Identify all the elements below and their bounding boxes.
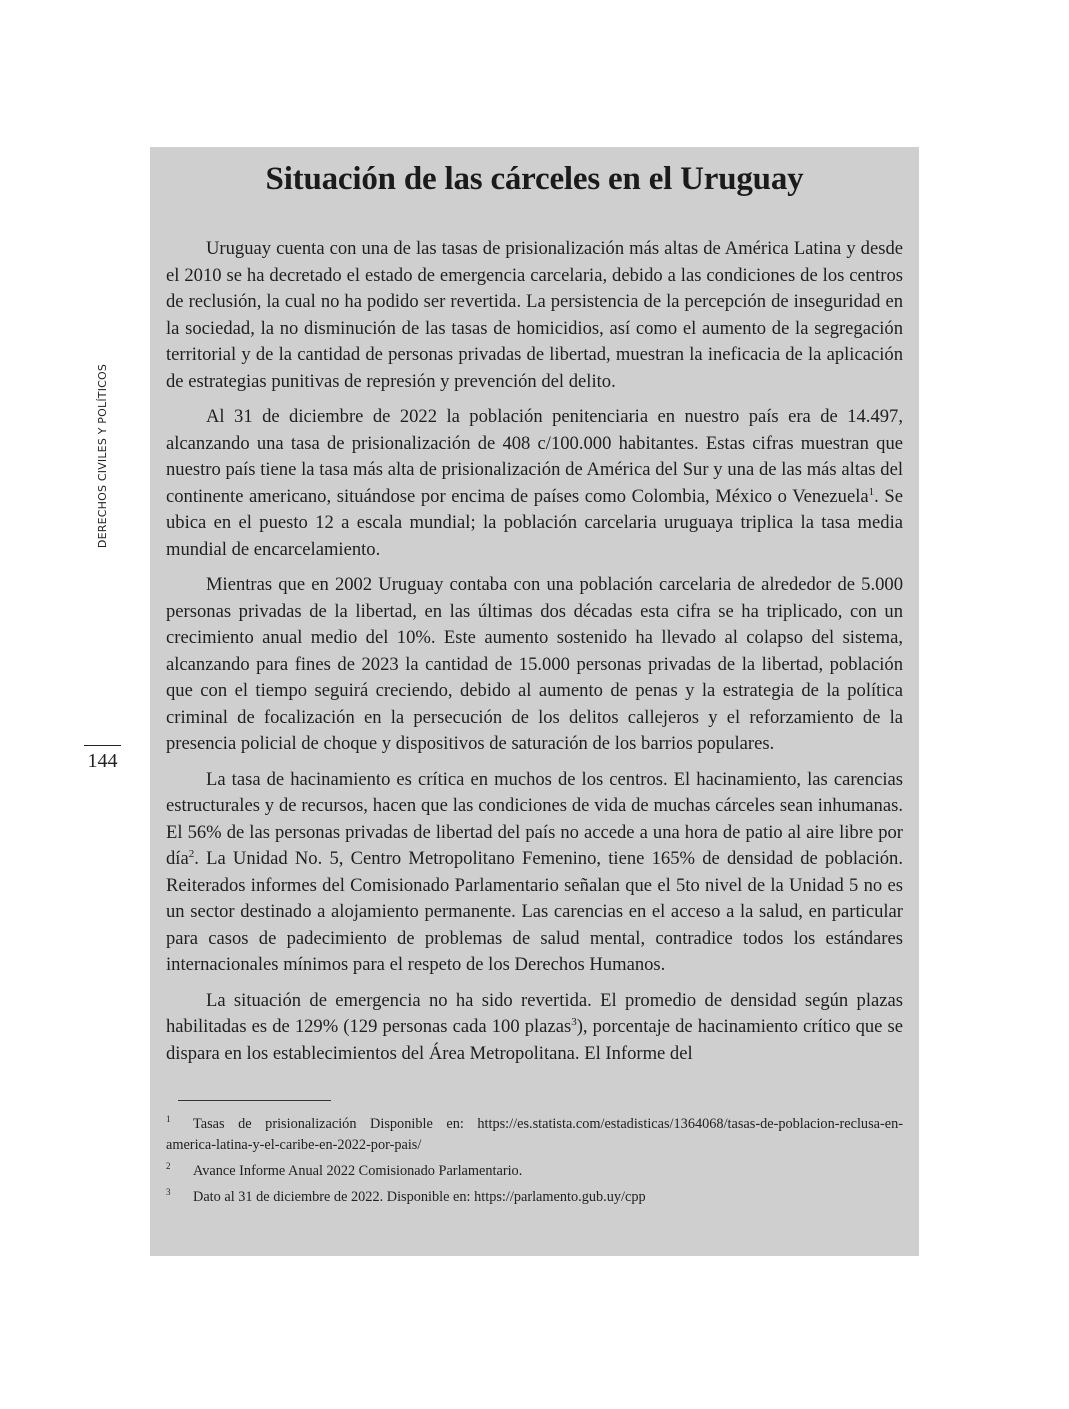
footnote-3	[166, 1182, 903, 1208]
footnote-separator	[178, 1100, 331, 1101]
paragraph-1-text: Uruguay cuenta con una de las tasas de prisionalización más altas de América Latina y desde el 2010 se ha decretado el estado de emergencia carcelaria, debido a las condiciones de los centros de reclusión, la cual no ha podido ser revertida. La persistencia de la percepción de inseguridad en la sociedad, la no disminución de las tasas de homicidios, así como el aumento de la segregación territorial y de la cantidad de personas privadas de libertad, muestran la ineficacia de la aplicación de estrategias punitivas de represión y prevención del delito.	[166, 238, 903, 392]
footnote-2	[166, 1156, 903, 1182]
footnote-ref-3[interactable]: 3	[571, 1015, 577, 1028]
paragraph-2-text-after: . Se ubica en el puesto 12 a escala mundial; la población carcelaria uruguaya triplica la tasa media mundial de encarcelamiento.	[166, 485, 903, 560]
article-box	[150, 147, 919, 1256]
footnote-1-text: Tasas de prisionalización Disponible en: https://es.statista.com/estadisticas/1364068/tasas-de-poblacion-reclusa-en-america-latina-y-el-caribe-en-2022-por-pais/	[166, 1115, 903, 1153]
paragraph-5-text-before: La situación de emergencia no ha sido revertida. El promedio de densidad según plazas habilitadas es de 129% (129 personas cada 100 plazas	[166, 989, 903, 1037]
footnotes	[166, 1109, 903, 1207]
footnote-ref-2[interactable]: 2	[188, 847, 195, 860]
article-title: Situación de las cárceles en el Uruguay	[265, 161, 804, 197]
footnote-3-text: Dato al 31 de diciembre de 2022. Disponible en: https://parlamento.gub.uy/cpp	[193, 1188, 646, 1205]
paragraph-4-text-before: La tasa de hacinamiento es crítica en muchos de los centros. El hacinamiento, las carencias estructurales y de recursos, hacen que las condiciones de vida de muchas cárceles sean inhumanas. El 56% de las personas privadas de libertad del país no accede a una hora de patio al aire libre por día	[166, 768, 903, 869]
footnote-1-number: 1	[166, 1114, 171, 1124]
paragraph-3	[166, 572, 903, 758]
paragraph-4	[166, 767, 903, 979]
paragraph-5	[166, 988, 903, 1068]
paragraph-1	[166, 236, 903, 395]
paragraph-4-text-after: . La Unidad No. 5, Centro Metropolitano Femenino, tiene 165% de densidad de población. Reiterados informes del Comisionado Parlamentario señalan que el 5to nivel de la Unidad 5 no es un sector destinado a alojamiento permanente. Las carencias en el acceso a la salud, en particular para casos de padecimiento de problemas de salud mental, contradice todos los estándares internacionales mínimos para el respeto de los Derechos Humanos.	[166, 848, 903, 975]
paragraph-5-text-after: ), porcentaje de hacinamiento crítico que se dispara en los establecimientos del Área Metropolitana. El Informe del	[166, 1016, 903, 1064]
page-number-rule	[84, 745, 121, 746]
footnote-ref-1[interactable]: 1	[868, 485, 875, 498]
footnote-3-number: 3	[166, 1186, 171, 1197]
paragraph-2-text-before: Al 31 de diciembre de 2022 la población penitenciaria en nuestro país era de 14.497, alcanzando una tasa de prisionalización de 408 c/100.000 habitantes. Estas cifras muestran que nuestro país tiene la tasa más alta de prisionalización de América del Sur y una de las más altas del continente americano, situándose por encima de países como Colombia, México o Venezuela	[166, 406, 903, 507]
paragraph-2	[166, 404, 903, 563]
paragraph-3-text: Mientras que en 2002 Uruguay contaba con una población carcelaria de alrededor de 5.000 personas privadas de la libertad, en las últimas dos décadas esta cifra se ha triplicado, con un crecimiento anual medio del 10%. Este aumento sostenido ha llevado al colapso del sistema, alcanzando para fines de 2023 la cantidad de 15.000 personas privadas de la libertad, población que con el tiempo seguirá creciendo, debido al aumento de penas y la estrategia de la política criminal de focalización en la persecución de los delitos callejeros y el reforzamiento de la presencia policial de choque y dispositivos de saturación de los barrios populares.	[166, 574, 903, 754]
page-number: 144	[87, 750, 118, 772]
footnote-2-text: Avance Informe Anual 2022 Comisionado Parlamentario.	[193, 1162, 523, 1179]
section-side-label: DERECHOS CIVILES Y POLÍTICOS	[96, 363, 109, 549]
footnote-2-number: 2	[166, 1160, 171, 1171]
footnote-1	[166, 1109, 903, 1156]
